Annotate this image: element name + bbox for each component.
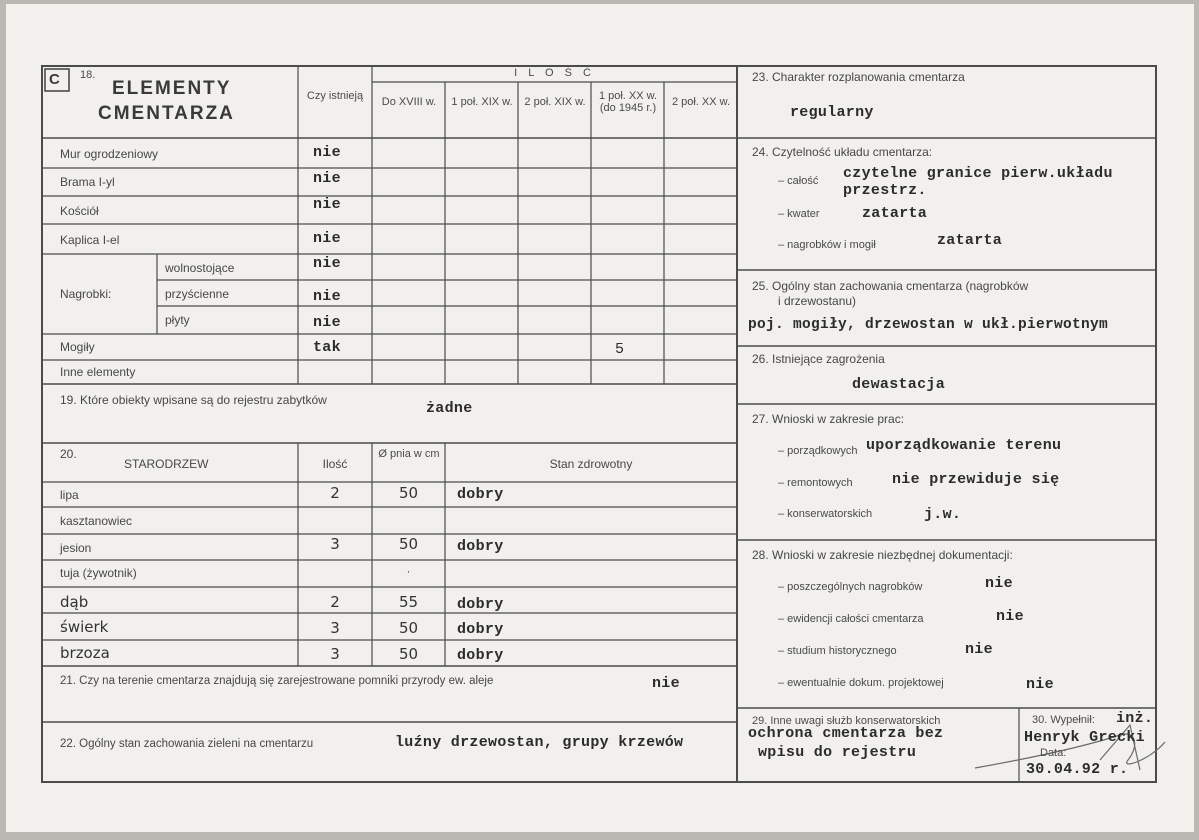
q25-label: 25. Ogólny stan zachowania cmentarza (nagrobków: [752, 279, 1029, 293]
q24-whole-answer-cont: przestrz.: [843, 182, 927, 199]
q29-answer-cont: wpisu do rejestru: [758, 744, 917, 761]
trees-qty-header: Ilość: [322, 457, 348, 471]
element-exists: nie: [313, 230, 341, 247]
tree-qty: 3: [330, 535, 340, 553]
tree-name: świerk: [60, 618, 109, 636]
q30-date: 30.04.92 r.: [1026, 761, 1129, 778]
tree-health: dobry: [457, 596, 504, 613]
q30-label: 30. Wypełnił:: [1032, 714, 1095, 726]
qty-col-xviii: Do XVIII w.: [381, 96, 437, 108]
section-number: 18.: [80, 69, 96, 81]
element-exists: nie: [313, 314, 341, 331]
q21-label: 21. Czy na terenie cmentarza znajdują się zarejestrowane pomniki przyrody ew. aleje: [60, 675, 494, 687]
q24-quarters-answer: zatarta: [862, 205, 928, 222]
element-qty-xx1: 5: [615, 341, 625, 358]
q28-graves-answer: nie: [985, 575, 1013, 592]
q25-answer: poj. mogiły, drzewostan w ukł.pierwotnym: [748, 317, 1109, 333]
element-exists: nie: [313, 170, 341, 187]
q30-title-prefix: inż.: [1116, 710, 1154, 727]
q23-label: 23. Charakter rozplanowania cmentarza: [752, 70, 965, 84]
element-label: Kościół: [60, 204, 99, 218]
tree-diameter: 55: [398, 593, 419, 611]
trees-title: STARODRZEW: [124, 457, 209, 471]
q30-date-label: Data:: [1040, 747, 1067, 759]
q24-graves-label: – nagrobków i mogił: [778, 239, 876, 251]
q30-name: Henryk Grecki: [1024, 729, 1145, 746]
tree-qty: 2: [330, 593, 340, 611]
q28-study-answer: nie: [965, 641, 993, 658]
tree-qty: 3: [330, 619, 340, 637]
element-label: Brama I-yl: [60, 175, 115, 189]
trees-health-header: Stan zdrowotny: [549, 457, 633, 471]
tree-health: dobry: [457, 621, 504, 638]
q27-conserv-answer: j.w.: [924, 506, 962, 523]
q28-graves-label: – poszczególnych nagrobków: [778, 581, 923, 593]
nagrobki-label: Nagrobki:: [60, 287, 112, 301]
element-exists: tak: [313, 339, 341, 356]
element-exists: nie: [313, 288, 341, 305]
q28-study-label: – studium historycznego: [778, 645, 897, 657]
tree-qty: 2: [330, 484, 340, 502]
exists-column-header: Czy istnieją: [306, 90, 364, 102]
element-exists: nie: [313, 196, 341, 213]
element-exists: nie: [313, 144, 341, 161]
q24-whole-answer: czytelne granice pierw.układu: [843, 165, 1113, 182]
q24-label: 24. Czytelność układu cmentarza:: [752, 145, 933, 159]
section-letter: C: [49, 71, 60, 88]
q28-project-answer: nie: [1026, 676, 1054, 693]
section-title-line1: ELEMENTY: [112, 78, 232, 99]
q22-label: 22. Ogólny stan zachowania zieleni na cmentarzu: [60, 738, 314, 750]
tree-diameter: 50: [398, 484, 419, 502]
tree-diameter: 50: [398, 645, 419, 663]
qty-col-xx-2: 2 poł. XX w.: [671, 96, 731, 108]
q26-label: 26. Istniejące zagrożenia: [752, 352, 885, 366]
tree-health: dobry: [457, 486, 504, 503]
element-label: Mur ogrodzeniowy: [60, 147, 159, 161]
q25-label-cont: i drzewostanu): [778, 294, 857, 308]
tree-name: dąb: [60, 593, 89, 611]
element-label: przyścienne: [165, 287, 230, 301]
element-label: wolnostojące: [165, 261, 235, 275]
trees-diameter-header: Ø pnia w cm: [378, 448, 440, 460]
q27-repair-label: – remontowych: [778, 477, 853, 489]
q28-label: 28. Wnioski w zakresie niezbędnej dokumentacji:: [752, 548, 1013, 562]
q26-answer: dewastacja: [852, 376, 946, 393]
q27-conserv-label: – konserwatorskich: [778, 508, 873, 520]
q28-records-answer: nie: [996, 608, 1024, 625]
q27-label: 27. Wnioski w zakresie prac:: [752, 412, 905, 426]
qty-col-xix-1: 1 poł. XIX w.: [451, 96, 513, 108]
element-label: płyty: [165, 313, 190, 327]
tree-diameter: ·: [406, 564, 411, 578]
q29-label: 29. Inne uwagi służb konserwatorskich: [752, 715, 941, 727]
trees-number: 20.: [60, 447, 77, 461]
q28-project-label: – ewentualnie dokum. projektowej: [778, 677, 944, 689]
tree-diameter: 50: [398, 619, 419, 637]
q27-order-answer: uporządkowanie terenu: [866, 437, 1062, 454]
q23-answer: regularny: [790, 104, 874, 121]
tree-health: dobry: [457, 647, 504, 664]
q22-answer: luźny drzewostan, grupy krzewów: [395, 734, 684, 751]
element-label: Inne elementy: [60, 365, 136, 379]
q27-order-label: – porządkowych: [778, 445, 858, 457]
element-label: Kaplica I-el: [60, 233, 120, 247]
section-title-line2: CMENTARZA: [98, 103, 235, 124]
tree-name: jesion: [60, 541, 92, 555]
q29-answer: ochrona cmentarza bez: [748, 725, 944, 742]
q19-label: 19. Które obiekty wpisane są do rejestru zabytków: [60, 393, 327, 407]
q19-answer: żadne: [426, 400, 473, 417]
q24-quarters-label: – kwater: [778, 208, 820, 220]
q24-graves-answer: zatarta: [937, 232, 1003, 249]
q24-whole-label: – całość: [778, 175, 819, 187]
tree-name: kasztanowiec: [60, 514, 133, 528]
form-card: [6, 4, 1194, 832]
q28-records-label: – ewidencji całości cmentarza: [778, 613, 924, 625]
q27-repair-answer: nie przewiduje się: [892, 471, 1060, 488]
qty-col-xix-2: 2 poł. XIX w.: [524, 96, 586, 108]
tree-name: brzoza: [60, 644, 110, 662]
tree-qty: 3: [330, 645, 340, 663]
tree-diameter: 50: [398, 535, 419, 553]
qty-col-xx-1: 1 poł. XX w. (do 1945 r.): [598, 90, 658, 115]
quantity-group-header: I L O Ś Ć: [514, 67, 595, 79]
element-label: Mogiły: [60, 340, 95, 354]
element-exists: nie: [313, 255, 341, 272]
q21-answer: nie: [652, 675, 680, 692]
tree-name: lipa: [60, 488, 79, 502]
tree-health: dobry: [457, 538, 504, 555]
tree-name: tuja (żywotnik): [60, 566, 137, 580]
